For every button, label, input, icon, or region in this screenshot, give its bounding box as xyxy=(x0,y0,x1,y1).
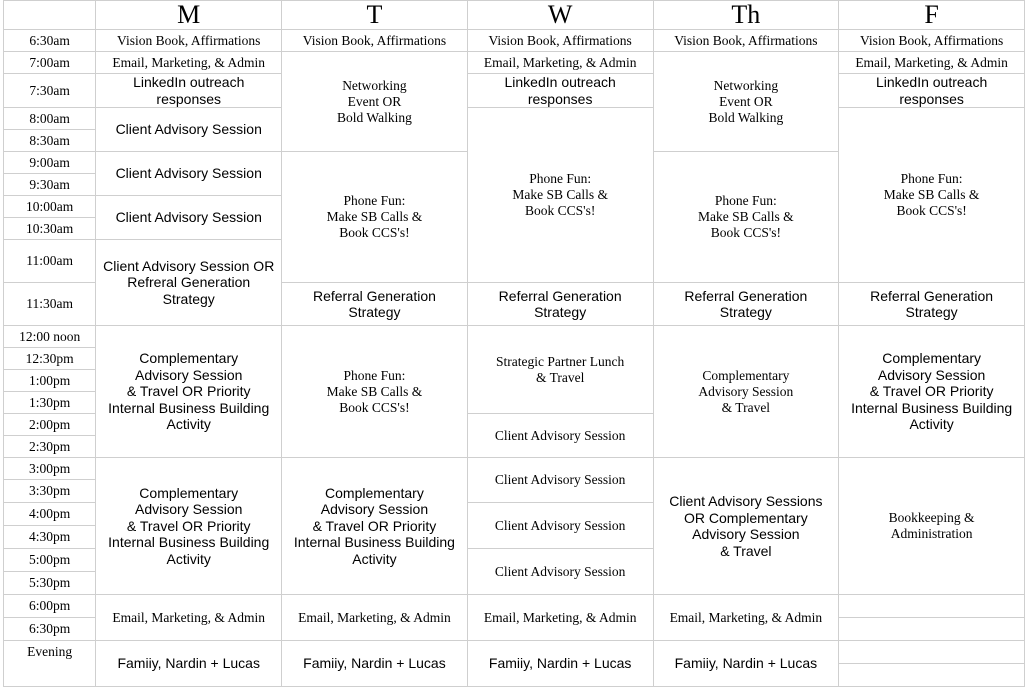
schedule-event-t xyxy=(282,458,468,595)
schedule-event-f xyxy=(839,108,1025,283)
time-label: 4:30pm xyxy=(4,526,96,549)
schedule-row xyxy=(4,641,1025,664)
time-label: 6:00pm xyxy=(4,595,96,618)
event-text: Client Advisory Session xyxy=(494,472,626,487)
time-label: 12:30pm xyxy=(4,348,96,370)
event-text: Famiiy, Nardin + Lucas xyxy=(674,655,818,672)
event-text: Referral Generation Strategy xyxy=(312,287,436,320)
event-text: Vision Book, Affirmations xyxy=(674,32,818,48)
event-text: Phone Fun: Make SB Calls & Book CCS's! xyxy=(512,171,608,218)
event-text: Complementary Advisory Session & Travel xyxy=(698,367,794,415)
event-text: LinkedIn outreach responses xyxy=(875,74,988,107)
event-text: Referral Generation Strategy xyxy=(870,287,994,320)
schedule-event-th xyxy=(653,326,839,458)
event-text: Vision Book, Affirmations xyxy=(302,32,447,48)
day-header-th: Th xyxy=(653,1,839,30)
schedule-event-th xyxy=(653,52,839,152)
schedule-event-w xyxy=(467,52,653,74)
event-text: Networking Event OR Bold Walking xyxy=(337,77,412,125)
schedule-event-th xyxy=(653,283,839,326)
schedule-event-t xyxy=(282,152,468,283)
time-label: 8:00am xyxy=(4,108,96,130)
schedule-event-w xyxy=(467,74,653,108)
event-text: Email, Marketing, & Admin xyxy=(112,54,266,70)
time-label: 10:30am xyxy=(4,218,96,240)
event-text: Famiiy, Nardin + Lucas xyxy=(117,655,260,672)
time-label: 3:00pm xyxy=(4,458,96,480)
event-text: Phone Fun: Make SB Calls & Book CCS's! xyxy=(698,193,794,240)
event-text: Client Advisory Session xyxy=(494,563,626,579)
schedule-event-w xyxy=(467,108,653,283)
schedule-row xyxy=(4,458,1025,480)
event-text: Email, Marketing, & Admin xyxy=(112,609,266,625)
time-label: 6:30am xyxy=(4,30,96,52)
time-label: 11:30am xyxy=(4,283,96,326)
schedule-event-t xyxy=(282,30,468,52)
schedule-event-th xyxy=(653,595,839,641)
time-label: 12:00 noon xyxy=(4,326,96,348)
time-label: Evening xyxy=(4,641,96,687)
schedule-event-t xyxy=(282,52,468,152)
schedule-event-f xyxy=(839,641,1025,664)
schedule-event-m xyxy=(96,196,282,240)
schedule-event-f xyxy=(839,618,1025,641)
event-text: Vision Book, Affirmations xyxy=(859,32,1004,48)
schedule-event-m xyxy=(96,152,282,196)
time-label: 10:00am xyxy=(4,196,96,218)
event-text: LinkedIn outreach responses xyxy=(504,74,616,107)
event-text: Phone Fun: Make SB Calls & Book CCS's! xyxy=(883,171,980,218)
schedule-event-t xyxy=(282,326,468,458)
schedule-event-f xyxy=(839,30,1025,52)
schedule-event-m xyxy=(96,326,282,458)
schedule-event-m xyxy=(96,108,282,152)
schedule-event-f xyxy=(839,52,1025,74)
time-label: 1:00pm xyxy=(4,370,96,392)
time-label: 5:30pm xyxy=(4,572,96,595)
event-text: Vision Book, Affirmations xyxy=(117,32,261,48)
schedule-event-th xyxy=(653,641,839,687)
time-label: 7:00am xyxy=(4,52,96,74)
weekly-schedule-table xyxy=(3,0,1025,687)
schedule-event-w xyxy=(467,283,653,326)
schedule-event-w xyxy=(467,414,653,458)
event-text: Vision Book, Affirmations xyxy=(488,32,632,48)
event-text: Complementary Advisory Session & Travel OR Priority Internal Business Building Activity xyxy=(108,484,270,567)
schedule-event-f xyxy=(839,458,1025,595)
event-text: Complementary Advisory Session & Travel OR Priority Internal Business Building Activity xyxy=(293,484,455,567)
event-text: Bookkeeping & Administration xyxy=(888,510,975,541)
event-text: Phone Fun: Make SB Calls & Book CCS's! xyxy=(326,367,423,415)
event-text: Networking Event OR Bold Walking xyxy=(708,77,784,125)
event-text: Phone Fun: Make SB Calls & Book CCS's! xyxy=(326,193,423,240)
event-text: Client Advisory Sessions OR Complementary Advisory Session & Travel xyxy=(669,493,823,559)
schedule-event-t xyxy=(282,595,468,641)
time-label: 1:30pm xyxy=(4,392,96,414)
schedule-row xyxy=(4,108,1025,130)
time-label: 11:00am xyxy=(4,240,96,283)
schedule-event-f xyxy=(839,664,1025,687)
schedule-event-m xyxy=(96,458,282,595)
schedule-event-th xyxy=(653,458,839,595)
time-label: 2:30pm xyxy=(4,436,96,458)
schedule-event-f xyxy=(839,595,1025,618)
event-text: Client Advisory Session xyxy=(494,427,626,443)
schedule-event-m xyxy=(96,595,282,641)
schedule-event-m xyxy=(96,74,282,108)
time-label: 7:30am xyxy=(4,74,96,108)
event-text: Complementary Advisory Session & Travel OR Priority Internal Business Building Activity xyxy=(851,350,1013,433)
day-header-w: W xyxy=(467,1,653,30)
event-text: Email, Marketing, & Admin xyxy=(298,609,451,625)
day-header-t: T xyxy=(282,1,468,30)
time-label: 3:30pm xyxy=(4,480,96,503)
schedule-event-m xyxy=(96,641,282,687)
event-text: Client Advisory Session xyxy=(115,209,262,226)
schedule-event-f xyxy=(839,326,1025,458)
event-text: Email, Marketing, & Admin xyxy=(669,609,823,625)
schedule-event-w xyxy=(467,458,653,503)
day-header-m: M xyxy=(96,1,282,30)
event-text: Strategic Partner Lunch & Travel xyxy=(496,353,625,385)
event-text: Referral Generation Strategy xyxy=(498,287,622,320)
day-header-f: F xyxy=(839,1,1025,30)
event-text: Complementary Advisory Session & Travel OR Priority Internal Business Building Activity xyxy=(108,350,270,433)
event-text: Famiiy, Nardin + Lucas xyxy=(303,655,446,672)
time-label: 9:30am xyxy=(4,174,96,196)
event-text: LinkedIn outreach responses xyxy=(133,74,245,107)
schedule-event-th xyxy=(653,152,839,283)
schedule-row xyxy=(4,74,1025,108)
schedule-row xyxy=(4,30,1025,52)
time-label: 5:00pm xyxy=(4,549,96,572)
event-text: Referral Generation Strategy xyxy=(684,287,808,320)
event-text: Client Advisory Session xyxy=(115,165,262,182)
time-label: 4:00pm xyxy=(4,503,96,526)
time-label: 8:30am xyxy=(4,130,96,152)
corner-cell xyxy=(4,1,96,30)
schedule-event-th xyxy=(653,30,839,52)
schedule-event-w xyxy=(467,549,653,595)
event-text: Famiiy, Nardin + Lucas xyxy=(488,655,632,672)
schedule-event-w xyxy=(467,641,653,687)
schedule-row xyxy=(4,595,1025,618)
schedule-event-t xyxy=(282,283,468,326)
time-label: 2:00pm xyxy=(4,414,96,436)
schedule-event-f xyxy=(839,283,1025,326)
schedule-event-w xyxy=(467,30,653,52)
schedule-row xyxy=(4,326,1025,348)
schedule-event-m xyxy=(96,52,282,74)
event-text: Client Advisory Session OR Refreral Generation Strategy xyxy=(103,257,275,307)
event-text: Email, Marketing, & Admin xyxy=(483,609,637,625)
schedule-row xyxy=(4,1,1025,30)
schedule-event-f xyxy=(839,74,1025,108)
schedule-row xyxy=(4,52,1025,74)
schedule-event-w xyxy=(467,326,653,414)
event-text: Client Advisory Session xyxy=(494,517,626,533)
event-text: Email, Marketing, & Admin xyxy=(483,54,637,70)
schedule-event-m xyxy=(96,240,282,326)
schedule-body xyxy=(4,1,1025,687)
schedule-event-m xyxy=(96,30,282,52)
time-label: 6:30pm xyxy=(4,618,96,641)
time-label: 9:00am xyxy=(4,152,96,174)
schedule-event-t xyxy=(282,641,468,687)
event-text: Email, Marketing, & Admin xyxy=(855,54,1008,70)
schedule-event-w xyxy=(467,595,653,641)
event-text: Client Advisory Session xyxy=(115,121,262,138)
schedule-event-w xyxy=(467,503,653,549)
